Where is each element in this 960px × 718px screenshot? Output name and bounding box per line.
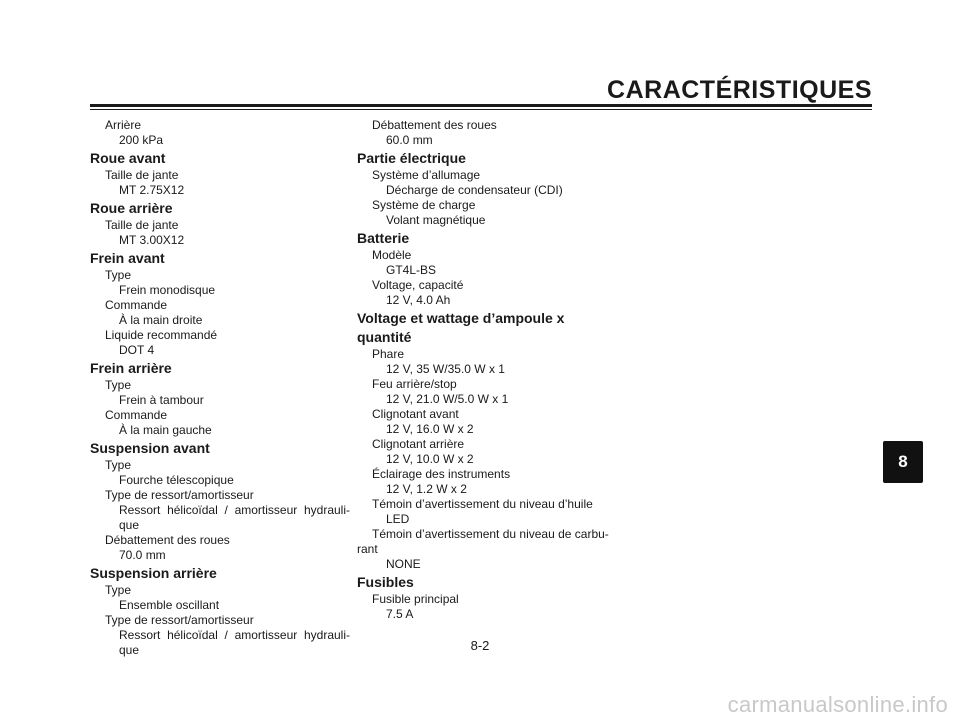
spec-label: Commande bbox=[105, 408, 168, 422]
spec-value: 12 V, 1.2 W x 2 bbox=[386, 482, 467, 496]
section-heading: Batterie bbox=[357, 230, 410, 246]
spec-label: Liquide recommandé bbox=[105, 328, 218, 342]
section-heading: Suspension avant bbox=[90, 440, 210, 456]
spec-label: Arrière bbox=[105, 118, 142, 132]
spec-label: Débattement des roues bbox=[105, 533, 230, 547]
section-heading: Frein avant bbox=[90, 250, 165, 266]
spec-value: 12 V, 16.0 W x 2 bbox=[386, 422, 474, 436]
spec-value: Ensemble oscillant bbox=[119, 598, 220, 612]
spec-label: Type de ressort/amortisseur bbox=[105, 488, 254, 502]
spec-value: GT4L-BS bbox=[386, 263, 437, 277]
spec-label: Type bbox=[105, 268, 132, 282]
spec-label: Témoin d’avertissement du niveau de carbu- bbox=[372, 527, 609, 541]
page-title: CARACTÉRISTIQUES bbox=[607, 76, 872, 104]
spec-label: Feu arrière/stop bbox=[372, 377, 457, 391]
spec-label: Modèle bbox=[372, 248, 412, 262]
spec-value: Ressort hélicoïdal / amortisseur hydrauli-que bbox=[119, 503, 350, 532]
spec-value: Frein à tambour bbox=[119, 393, 204, 407]
spec-value: À la main gauche bbox=[119, 423, 212, 437]
spec-value: 70.0 mm bbox=[119, 548, 166, 562]
spec-label: rant bbox=[357, 542, 378, 556]
chapter-tab: 8 bbox=[883, 441, 923, 483]
spec-value: Frein monodisque bbox=[119, 283, 216, 297]
spec-label: Débattement des roues bbox=[372, 118, 497, 132]
spec-label: Témoin d’avertissement du niveau d’huile bbox=[372, 497, 593, 511]
spec-label: Éclairage des instruments bbox=[372, 467, 511, 481]
header-rule-thick bbox=[90, 104, 872, 107]
spec-label: Système de charge bbox=[372, 198, 476, 212]
spec-value: DOT 4 bbox=[119, 343, 155, 357]
spec-value: Volant magnétique bbox=[386, 213, 486, 227]
spec-value: 200 kPa bbox=[119, 133, 164, 147]
spec-value: 60.0 mm bbox=[386, 133, 433, 147]
spec-value: MT 3.00X12 bbox=[119, 233, 185, 247]
spec-label: Taille de jante bbox=[105, 218, 179, 232]
spec-value: 12 V, 10.0 W x 2 bbox=[386, 452, 474, 466]
spec-value: Décharge de condensateur (CDI) bbox=[386, 183, 563, 197]
spec-label: Clignotant arrière bbox=[372, 437, 465, 451]
page-number: 8-2 bbox=[470, 638, 490, 653]
spec-label: Type bbox=[105, 583, 132, 597]
spec-value: NONE bbox=[386, 557, 421, 571]
section-heading: Partie électrique bbox=[357, 150, 466, 166]
spec-label: Taille de jante bbox=[105, 168, 179, 182]
spec-label: Voltage, capacité bbox=[372, 278, 464, 292]
spec-label: Système d’allumage bbox=[372, 168, 481, 182]
spec-label: Phare bbox=[372, 347, 405, 361]
spec-column-left bbox=[90, 118, 350, 658]
section-heading: Voltage et wattage d’ampoule x quantité bbox=[357, 310, 565, 345]
section-heading: Frein arrière bbox=[90, 360, 172, 376]
spec-value: 12 V, 35 W/35.0 W x 1 bbox=[386, 362, 505, 376]
section-heading: Fusibles bbox=[357, 574, 414, 590]
section-heading: Roue avant bbox=[90, 150, 166, 166]
spec-value: Ressort hélicoïdal / amortisseur hydrauli-que bbox=[119, 628, 350, 657]
spec-value: 12 V, 4.0 Ah bbox=[386, 293, 451, 307]
spec-value: 7.5 A bbox=[386, 607, 414, 621]
spec-value: Fourche télescopique bbox=[119, 473, 234, 487]
spec-value: MT 2.75X12 bbox=[119, 183, 185, 197]
spec-value: LED bbox=[386, 512, 410, 526]
spec-label: Fusible principal bbox=[372, 592, 459, 606]
spec-label: Type bbox=[105, 458, 132, 472]
spec-label: Type bbox=[105, 378, 132, 392]
watermark: carmanualsonline.info bbox=[727, 692, 948, 717]
spec-label: Clignotant avant bbox=[372, 407, 459, 421]
spec-value: 12 V, 21.0 W/5.0 W x 1 bbox=[386, 392, 509, 406]
header-rule-thin bbox=[90, 109, 872, 110]
spec-label: Commande bbox=[105, 298, 168, 312]
spec-column-right bbox=[357, 118, 617, 622]
spec-value: À la main droite bbox=[119, 313, 203, 327]
spec-label: Type de ressort/amortisseur bbox=[105, 613, 254, 627]
section-heading: Suspension arrière bbox=[90, 565, 217, 581]
section-heading: Roue arrière bbox=[90, 200, 173, 216]
